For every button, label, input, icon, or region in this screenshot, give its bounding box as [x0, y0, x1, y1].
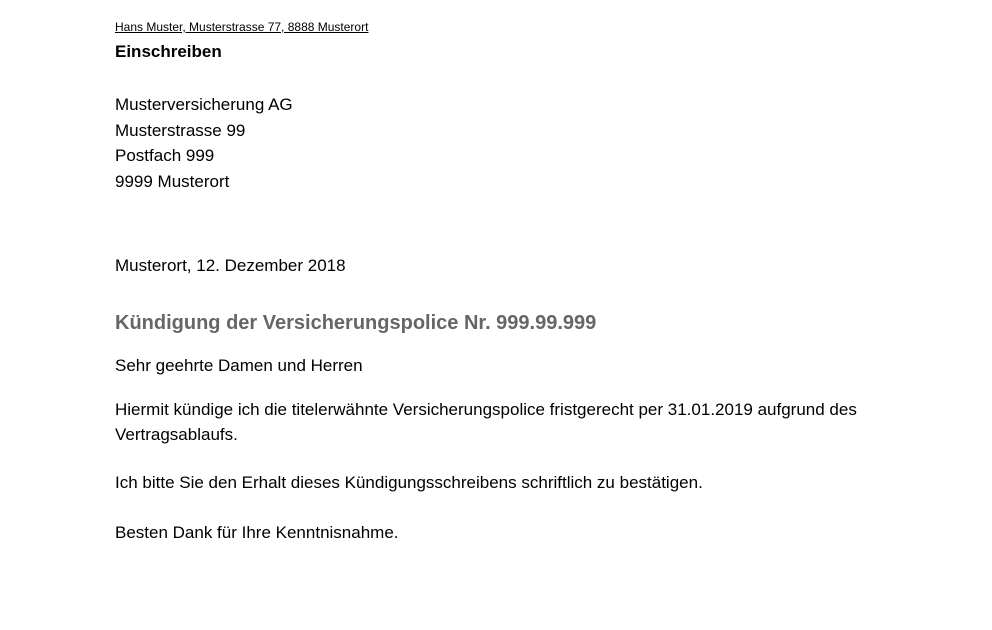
- delivery-method-label: Einschreiben: [115, 42, 222, 61]
- place-and-date: Musterort, 12. Dezember 2018: [115, 256, 346, 275]
- recipient-address-block: [115, 92, 293, 194]
- recipient-po-box: Postfach 999: [115, 146, 215, 165]
- body-paragraph-confirmation-request: Ich bitte Sie den Erhalt dieses Kündigungsschreibens schriftlich zu bestätigen.: [115, 473, 703, 492]
- salutation: Sehr geehrte Damen und Herren: [115, 356, 363, 375]
- recipient-company: Musterversicherung AG: [115, 95, 293, 114]
- letter-subject: Kündigung der Versicherungspolice Nr. 999.99.999: [115, 312, 597, 334]
- closing-line: Besten Dank für Ihre Kenntnisnahme.: [115, 523, 399, 542]
- recipient-city: 9999 Musterort: [115, 171, 230, 191]
- body-paragraph-termination: Hiermit kündige ich die titelerwähnte Versicherungspolice fristgerecht per 31.01.2019 aufgrund des Vertragsablaufs.: [115, 400, 857, 444]
- recipient-street: Musterstrasse 99: [115, 120, 246, 140]
- letter-document: [115, 0, 915, 630]
- sender-address-line: Hans Muster, Musterstrasse 77, 8888 Musterort: [115, 20, 369, 34]
